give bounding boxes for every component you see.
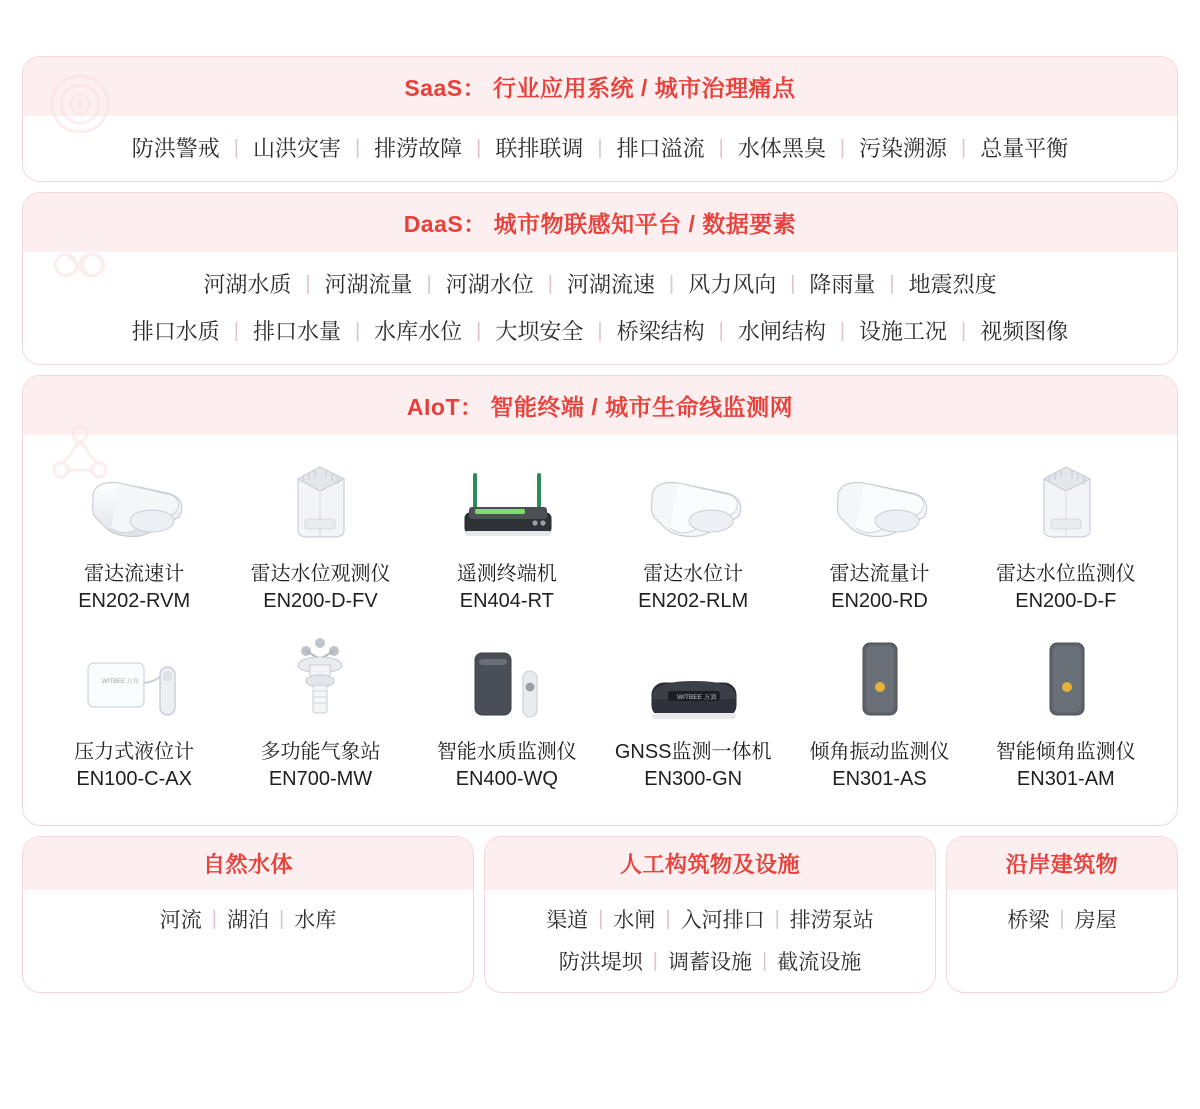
- device-item[interactable]: [414, 631, 600, 803]
- device-item[interactable]: [41, 631, 227, 803]
- natural-water-tag-row: [23, 904, 473, 934]
- tag-item: 水闸结构: [737, 319, 826, 344]
- device-model: EN400-WQ: [455, 768, 558, 790]
- tag-separator: |: [762, 950, 768, 972]
- aiot-header: [23, 376, 1177, 435]
- device-item[interactable]: [600, 453, 786, 625]
- tag-item: 视频图像: [980, 319, 1069, 344]
- bottom-categories: [22, 836, 1178, 993]
- artificial-structures-body: [485, 890, 935, 992]
- tag-item: 水库水位: [374, 319, 463, 344]
- tag-item: 水体黑臭: [737, 136, 826, 161]
- device-item[interactable]: [600, 631, 786, 803]
- gnss-monitor-icon: [602, 635, 784, 727]
- daas-card: [22, 192, 1178, 365]
- saas-card: [22, 56, 1178, 182]
- natural-water-title: 自然水体: [202, 852, 293, 877]
- device-name: 雷达流速计: [84, 563, 185, 585]
- tag-item: 降雨量: [809, 272, 876, 297]
- tag-separator: |: [598, 908, 604, 930]
- tag-item: 桥梁: [1007, 909, 1050, 932]
- riverside-buildings-header: [947, 837, 1177, 890]
- artificial-structures-tag-row-1: [485, 904, 935, 934]
- rtu-router-icon: [416, 457, 598, 549]
- radar-level-observer-icon: [229, 457, 411, 549]
- tag-separator: |: [669, 272, 675, 295]
- riverside-buildings-card: [946, 836, 1178, 993]
- tag-item: 河湖水位: [445, 272, 534, 297]
- artificial-structures-title: 人工构筑物及设施: [619, 852, 800, 877]
- device-name: 雷达水位观测仪: [250, 563, 391, 585]
- tag-item: 地震烈度: [908, 272, 997, 297]
- tag-separator: |: [233, 319, 239, 342]
- tag-item: 排口溢流: [616, 136, 705, 161]
- device-item[interactable]: [227, 631, 413, 803]
- tag-item: 风力风向: [688, 272, 777, 297]
- tag-item: 桥梁结构: [616, 319, 705, 344]
- tag-separator: |: [305, 272, 311, 295]
- svg-text:WITBEE 万宾: WITBEE 万宾: [102, 679, 139, 685]
- tag-item: 河流: [159, 909, 202, 932]
- tag-separator: |: [597, 319, 603, 342]
- pressure-level-gauge-icon: [43, 635, 225, 727]
- device-model: EN100-C-AX: [76, 768, 192, 790]
- daas-header: [23, 193, 1177, 252]
- tag-separator: |: [597, 136, 603, 159]
- device-model: EN202-RVM: [78, 590, 191, 612]
- radar-level-meter-icon: [602, 457, 784, 549]
- tag-separator: |: [354, 319, 361, 342]
- device-item[interactable]: [41, 453, 227, 625]
- tag-item: 污染溯源: [859, 136, 948, 161]
- tag-item: 联排联调: [495, 136, 584, 161]
- artificial-structures-card: [484, 836, 936, 993]
- weather-station-icon: [229, 635, 411, 727]
- device-item[interactable]: [973, 631, 1159, 803]
- tag-item: 河湖流速: [566, 272, 655, 297]
- daas-tag-row-1: [23, 268, 1177, 299]
- artificial-structures-tag-row-2: [485, 946, 935, 976]
- device-model: EN404-RT: [459, 590, 554, 612]
- tag-item: 防洪堤坝: [558, 951, 643, 974]
- device-item[interactable]: [786, 453, 972, 625]
- tag-item: 房屋: [1074, 909, 1117, 932]
- tag-item: 总量平衡: [980, 136, 1069, 161]
- tag-separator: |: [1059, 908, 1065, 930]
- tag-item: 山洪灾害: [252, 136, 341, 161]
- tag-item: 排涝故障: [374, 136, 463, 161]
- riverside-buildings-tag-row: [947, 904, 1177, 934]
- daas-title: DaaS： 城市物联感知平台 / 数据要素: [403, 211, 797, 237]
- smart-tilt-monitor-icon: [975, 635, 1157, 727]
- device-model: EN202-RLM: [638, 590, 749, 612]
- tag-separator: |: [211, 908, 217, 930]
- natural-water-header: [23, 837, 473, 890]
- tag-separator: |: [839, 319, 846, 342]
- device-name: 多功能气象站: [260, 741, 381, 763]
- tag-separator: |: [961, 136, 967, 159]
- device-model: EN200-RD: [831, 590, 928, 612]
- tag-item: 大坝安全: [495, 319, 584, 344]
- natural-water-card: [22, 836, 474, 993]
- tag-separator: |: [652, 950, 658, 972]
- tag-item: 河湖水质: [203, 272, 292, 297]
- tag-item: 河湖流量: [324, 272, 413, 297]
- device-model: EN200-D-F: [1015, 590, 1117, 612]
- saas-title: SaaS： 行业应用系统 / 城市治理痛点: [404, 75, 796, 101]
- saas-body: [23, 116, 1177, 181]
- device-model: EN700-MW: [268, 768, 373, 790]
- tag-separator: |: [790, 272, 796, 295]
- device-model: EN301-AS: [832, 768, 927, 790]
- saas-header: [23, 57, 1177, 116]
- tag-item: 排口水量: [252, 319, 341, 344]
- tag-separator: |: [889, 272, 895, 295]
- riverside-buildings-body: [947, 890, 1177, 950]
- device-name: 倾角振动监测仪: [809, 741, 950, 763]
- tag-item: 排口水质: [131, 319, 220, 344]
- daas-body: [23, 252, 1177, 364]
- tag-item: 水闸: [613, 909, 656, 932]
- tag-separator: |: [665, 908, 671, 930]
- device-name: GNSS监测一体机: [614, 741, 772, 763]
- device-name: 遥测终端机: [456, 563, 557, 585]
- radar-velocity-sensor-icon: [43, 457, 225, 549]
- water-quality-monitor-icon: [416, 635, 598, 727]
- tag-item: 设施工况: [859, 319, 948, 344]
- device-name: 雷达水位监测仪: [995, 563, 1136, 585]
- device-item[interactable]: [786, 631, 972, 803]
- tag-separator: |: [476, 136, 482, 159]
- tag-separator: |: [547, 272, 553, 295]
- saas-tag-row: [23, 132, 1177, 163]
- tag-separator: |: [233, 136, 239, 159]
- tag-separator: |: [774, 908, 780, 930]
- artificial-structures-header: [485, 837, 935, 890]
- tag-separator: |: [354, 136, 361, 159]
- natural-water-body: [23, 890, 473, 950]
- device-name: 雷达流量计: [829, 563, 930, 585]
- tag-item: 水库: [294, 909, 337, 932]
- device-grid: [23, 449, 1177, 807]
- aiot-body: [23, 435, 1177, 825]
- device-name: 雷达水位计: [643, 563, 744, 585]
- tag-item: 入河排口: [680, 909, 765, 932]
- tag-item: 湖泊: [227, 909, 269, 932]
- daas-tag-row-2: [23, 315, 1177, 346]
- device-item[interactable]: [414, 453, 600, 625]
- radar-level-monitor-icon: [975, 457, 1157, 549]
- tag-separator: |: [279, 908, 285, 930]
- device-model: EN301-AM: [1016, 768, 1115, 790]
- svg-text:WITBEE 万宾: WITBEE 万宾: [677, 694, 717, 701]
- device-model: EN300-GN: [644, 768, 743, 790]
- device-name: 压力式液位计: [74, 741, 195, 763]
- tag-separator: |: [476, 319, 482, 342]
- tag-item: 防洪警戒: [131, 136, 220, 161]
- aiot-title: AIoT： 智能终端 / 城市生命线监测网: [406, 394, 794, 420]
- tag-item: 调蓄设施: [668, 951, 752, 974]
- tag-separator: |: [426, 272, 432, 295]
- device-item[interactable]: [227, 453, 413, 625]
- radar-flow-meter-icon: [788, 457, 970, 549]
- device-item[interactable]: [973, 453, 1159, 625]
- device-name: 智能倾角监测仪: [995, 741, 1136, 763]
- tag-item: 截流设施: [777, 951, 862, 974]
- tag-item: 渠道: [546, 909, 589, 932]
- riverside-buildings-title: 沿岸建筑物: [1005, 852, 1119, 877]
- tag-separator: |: [718, 319, 724, 342]
- device-name: 智能水质监测仪: [436, 741, 577, 763]
- tilt-vibration-monitor-icon: [788, 635, 970, 727]
- tag-separator: |: [718, 136, 724, 159]
- tag-separator: |: [961, 319, 967, 342]
- aiot-card: [22, 375, 1178, 826]
- device-model: EN200-D-FV: [263, 590, 378, 612]
- tag-separator: |: [839, 136, 846, 159]
- tag-item: 排涝泵站: [789, 909, 874, 932]
